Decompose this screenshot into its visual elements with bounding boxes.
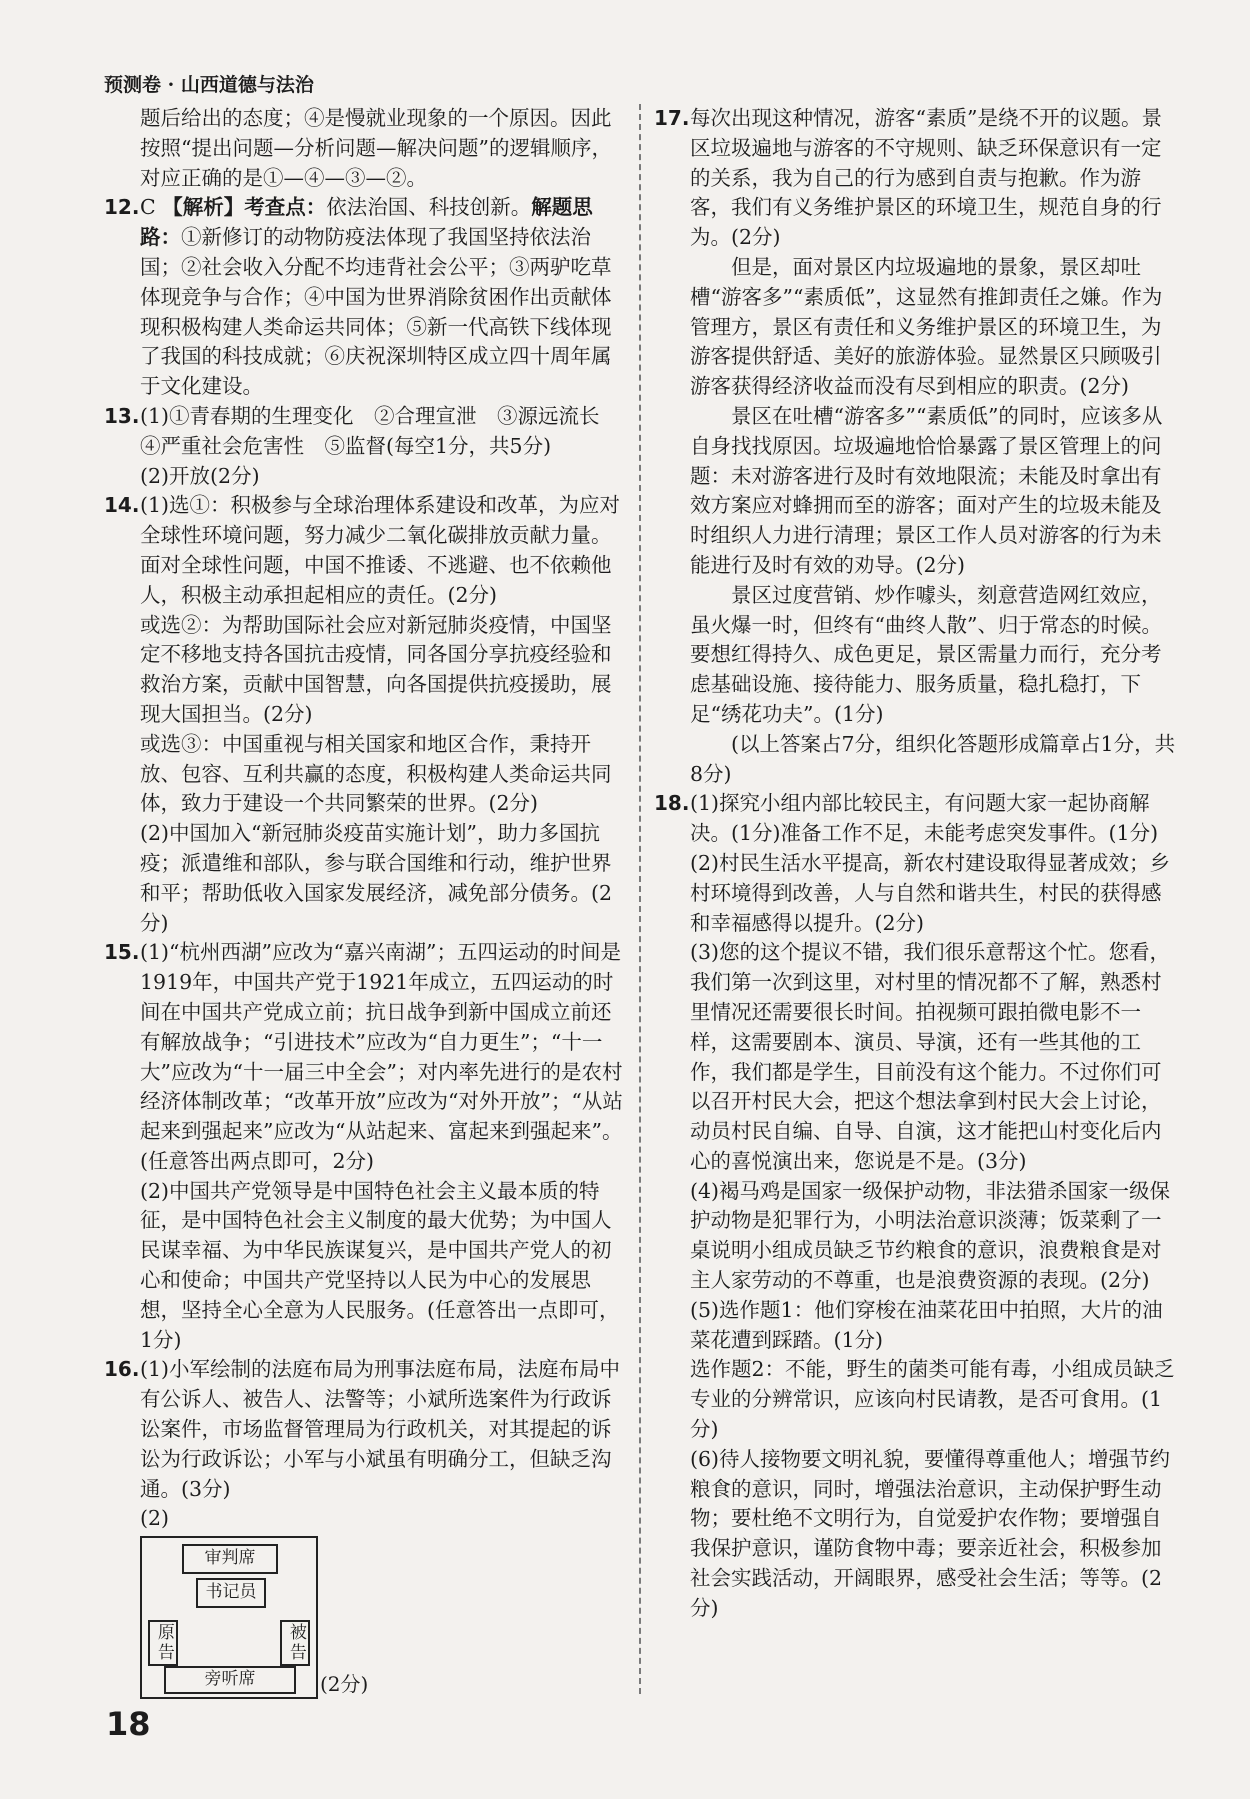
q18-part-2: (2)村民生活水平提高，新农村建设取得显著成效；乡村环境得到改善，人与自然和谐共生，村民的获得感和幸福感得以提升。(2分) [690, 850, 1171, 935]
q14-option-3: 或选③：中国重视与相关国家和地区合作，秉持开放、包容、互利共赢的态度，积极构建人类命运共同体，致力于建设一个共同繁荣的世界。(2分) [140, 731, 612, 816]
right-column [654, 104, 1176, 1624]
question-16 [104, 1355, 624, 1534]
q17-paragraph-3: 景区在吐槽“游客多”“素质低”的同时，应该多从自身找找原因。垃圾遍地恰恰暴露了景区管理上的问题：未对游客进行及时有效地限流；未能及时拿出有效方案应对蜂拥而至的游客；面对产生的垃圾未能及时组织人力进行清理；景区工作人员对游客的行为未能进行及时有效的劝导。(2分) [690, 403, 1163, 577]
question-12 [104, 193, 624, 402]
page-number: 18 [106, 1705, 151, 1743]
page-header: 预测卷 · 山西道德与法治 [104, 74, 314, 96]
column-divider [639, 104, 641, 1694]
diagram-score: (2分) [320, 1672, 369, 1697]
question-18 [654, 789, 1176, 1623]
q12-thinking-text: ①新修订的动物防疫法体现了我国坚持依法治国；②社会收入分配不均违背社会公平；③两驴吃草体现竞争与合作；④中国为世界消除贫困作出贡献体现积极构建人类命运共同体；⑤新一代高铁下线体现了我国的科技成就；⑥庆祝深圳特区成立四十周年属于文化建设。 [140, 225, 612, 399]
q17-scoring-note: (以上答案占7分，组织化答题形成篇章占1分，共8分) [690, 731, 1176, 786]
q16-part-1: (1)小军绘制的法庭布局为刑事法庭布局，法庭布局中有公诉人、被告人、法警等；小斌所选案件为行政诉讼案件，市场监督管理局为行政机关，对其提起的诉讼为行政诉讼；小军与小斌虽有明确分工，但缺乏沟通。(3分) [140, 1357, 621, 1501]
q12-analysis-label: 【解析】考查点： [162, 195, 327, 220]
q13-line-1: (1)①青春期的生理变化 ②合理宣泄 ③源远流长 [140, 403, 600, 428]
q16-part-2-label: (2) [140, 1506, 170, 1531]
q17-paragraph-1: 每次出现这种情况，游客“素质”是绕不开的议题。景区垃圾遍地与游客的不守规则、缺乏环保意识有一定的关系，我为自己的行为感到自责与抱歉。作为游客，我们有义务维护景区的环境卫生，规范自身的行为。(2分) [690, 106, 1162, 250]
q18-part-5: (5)选作题1：他们穿梭在油菜花田中拍照，大片的油菜花遭到踩踏。(1分) [690, 1297, 1163, 1352]
question-number: 14. [104, 493, 140, 518]
q14-option-2: 或选②：为帮助国际社会应对新冠肺炎疫情，中国坚定不移地支持各国抗击疫情，同各国分享抗疫经验和救治方案，贡献中国智慧，向各国提供抗疫援助，展现大国担当。(2分) [140, 612, 612, 726]
question-number: 15. [104, 940, 140, 965]
q13-line-2: ④严重社会危害性 ⑤监督(每空1分，共5分) [140, 433, 552, 458]
q18-part-1: (1)探究小组内部比较民主，有问题大家一起协商解决。(1分)准备工作不足，未能考虑突发事件。(1分) [690, 791, 1159, 846]
question-13 [104, 402, 624, 491]
q17-paragraph-4: 景区过度营销、炒作噱头，刻意营造网红效应，虽火爆一时，但终有“曲终人散”、归于常态的时候。要想红得持久、成色更足，景区需量力而行，充分考虑基础设施、接待能力、服务质量，稳扎稳打，下足“绣花功夫”。(1分) [690, 582, 1162, 726]
q13-line-3: (2)开放(2分) [140, 463, 260, 488]
gallery-seat: 旁听席 [164, 1666, 296, 1694]
q12-analysis-text: 依法治国、科技创新。 [326, 195, 532, 220]
question-number: 13. [104, 403, 140, 428]
q18-part-3: (3)您的这个提议不错，我们很乐意帮这个忙。您看，我们第一次到这里，对村里的情况都不了解，熟悉村里情况还需要很长时间。拍视频可跟拍微电影不一样，这需要剧本、演员、导演，还有一些其他的工作，我们都是学生，目前没有这个能力。不过你们可以召开村民大会，把这个想法拿到村民大会上讨论，动员村民自编、自导、自演，这才能把山村变化后内心的喜悦演出来，您说是不是。(3分) [690, 940, 1171, 1173]
q18-part-6: (6)待人接物要文明礼貌，要懂得尊重他人；增强节约粮食的意识，同时，增强法治意识，主动保护野生动物；要杜绝不文明行为，自觉爱护农作物；要增强自我保护意识，谨防食物中毒；要亲近社会，积极参加社会实践活动，开阔眼界，感受社会生活；等等。(2分) [690, 1446, 1171, 1620]
q18-part-4: (4)褐马鸡是国家一级保护动物，非法猎杀国家一级保护动物是犯罪行为，小明法治意识淡薄；饭菜剩了一桌说明小组成员缺乏节约粮食的意识，浪费粮食是对主人家劳动的不尊重，也是浪费资源的表现。(2分) [690, 1178, 1171, 1293]
q17-paragraph-2: 但是，面对景区内垃圾遍地的景象，景区却吐槽“游客多”“素质低”，这显然有推卸责任之嫌。作为管理方，景区有责任和义务维护景区的环境卫生，为游客提供舒适、美好的旅游体验。显然景区只顾吸引游客获得经济收益而没有尽到相应的职责。(2分) [690, 254, 1163, 399]
question-14 [104, 491, 624, 938]
q14-part-2: (2)中国加入“新冠肺炎疫苗实施计划”，助力多国抗疫；派遣维和部队，参与联合国维和行动，维护世界和平；帮助低收入国家发展经济，减免部分债务。(2分) [140, 821, 613, 935]
courtroom-diagram-wrap [104, 1534, 624, 1704]
question-number: 16. [104, 1357, 140, 1382]
question-number: 12. [104, 195, 140, 220]
q15-part-1: (1)“杭州西湖”应改为“嘉兴南湖”；五四运动的时间是1919年，中国共产党于1921年成立，五四运动的时间在中国共产党成立前；抗日战争到新中国成立前还有解放战争；“引进技术”应改为“自力更生”；“十一大”应改为“十一届三中全会”；对内率先进行的是农村经济体制改革；“改革开放”应改为“对外开放”；“从站起来到强起来”应改为“从站起来、富起来到强起来”。 [140, 940, 623, 1144]
courtroom-diagram [140, 1536, 318, 1699]
q18-part-5-option-2: 选作题2：不能，野生的菌类可能有毒，小组成员缺乏专业的分辨常识，应该向村民请教，是否可食用。(1分) [690, 1357, 1175, 1442]
q15-part-1-note: (任意答出两点即可，2分) [140, 1148, 375, 1173]
plaintiff-seat: 原告 [148, 1620, 178, 1666]
left-column [104, 104, 624, 1704]
q15-part-2: (2)中国共产党领导是中国特色社会主义最本质的特征，是中国特色社会主义制度的最大优势；为中国人民谋幸福、为中华民族谋复兴，是中国共产党人的初心和使命；中国共产党坚持以人民为中心的发展思想，坚持全心全意为人民服务。(任意答出一点即可，1分) [140, 1178, 620, 1352]
q11-continuation: 题后给出的态度；④是慢就业现象的一个原因。因此按照“提出问题—分析问题—解决问题”的逻辑顺序，对应正确的是①—④—③—②。 [140, 106, 612, 190]
question-number: 18. [654, 791, 690, 816]
judge-seat: 审判席 [182, 1544, 278, 1574]
clerk-seat: 书记员 [196, 1578, 266, 1608]
question-number: 17. [654, 106, 690, 130]
question-17 [654, 104, 1176, 789]
q12-thinking-label: 解题思路： [140, 195, 593, 250]
defendant-seat: 被告 [280, 1620, 310, 1666]
q14-part-1: (1)选①：积极参与全球治理体系建设和改革，为应对全球性环境问题，努力减少二氧化碳排放贡献力量。面对全球性问题，中国不推诿、不逃避、也不依赖他人，积极主动承担起相应的责任。(2分) [140, 493, 621, 607]
q12-answer: C [140, 195, 156, 220]
question-15 [104, 938, 624, 1355]
